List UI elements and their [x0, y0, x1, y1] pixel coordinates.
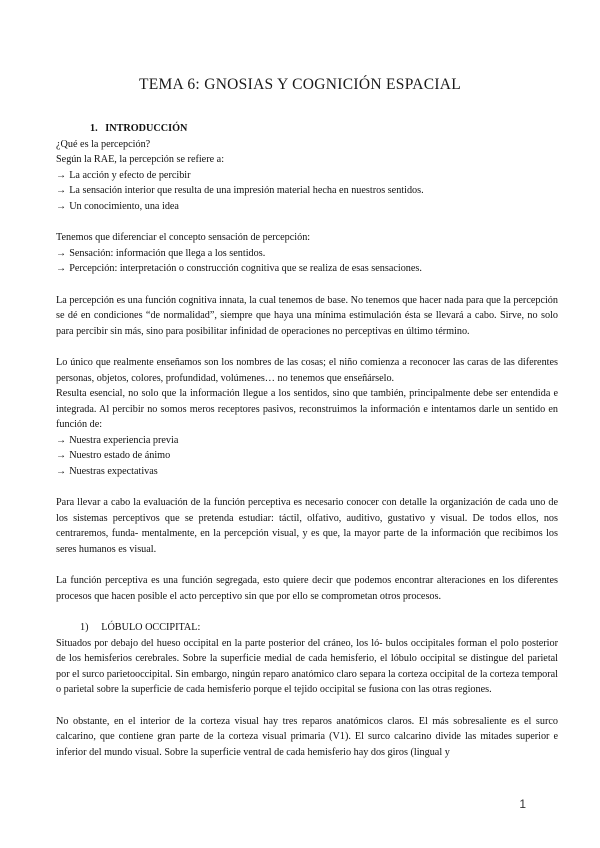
arrow-icon: →	[56, 247, 67, 259]
paragraph-teach: Lo único que realmente enseñamos son los nombres de las cosas; el niño comienza a reconocer las caras de las diferentes personas, objetos, colores, profundidad, volúmenes… no tenemos que enseñárselo.	[56, 356, 558, 384]
difference-intro-text: Tenemos que diferenciar el concepto sensación de percepción:	[56, 232, 311, 244]
rae-item-text: Un conocimiento, una idea	[69, 200, 179, 212]
rae-intro-text: Según la RAE, la percepción se refiere a:	[56, 154, 225, 166]
arrow-icon: →	[56, 169, 67, 181]
rae-item-text: La acción y efecto de percibir	[69, 169, 191, 181]
rae-item-text: La sensación interior que resulta de una impresión material hecha en nuestros sentidos.	[69, 185, 424, 197]
arrow-icon: →	[56, 185, 67, 197]
paragraph-innate: La percepción es una función cognitiva innata, la cual tenemos de base. No tenemos que hacer nada para que la percepción se dé en condiciones “de normalidad”, siempre que haya una mínima estimulación ésta se llevará a cabo. Sirve, no solo para percibir sin más, sino para posibilitar infinidad de operaciones no perceptivas en último término.	[56, 294, 558, 337]
paragraph-segregated: La función perceptiva es una función segregada, esto quiere decir que podemos encontrar alteraciones en los diferentes procesos que hacen posible el acto perceptivo sin que por ello se comprometan otros procesos.	[56, 575, 558, 602]
arrow-icon: →	[56, 434, 67, 446]
function-item	[56, 448, 558, 464]
subsection-heading-lobulo-occipital: 1) LÓBULO OCCIPITAL:	[80, 622, 201, 633]
page-number: 1	[519, 797, 526, 811]
difference-item	[56, 261, 558, 277]
arrow-icon: →	[56, 466, 67, 478]
difference-item-text: Percepción: interpretación o construcción cognitiva que se realiza de esas sensaciones.	[69, 263, 422, 275]
rae-item	[56, 168, 558, 184]
arrow-icon: →	[56, 450, 67, 462]
question-text: ¿Qué es la percepción?	[56, 138, 151, 150]
arrow-icon: →	[56, 200, 67, 212]
paragraph-occipital: Situados por debajo del hueso occipital en la parte posterior del cráneo, los ló- bulos occipitales forman el polo posterior de los hemisferios cerebrales. Sobre la superficie medial de cada hemisferio, el lóbulo occipital se distingue del parietal por el surco parietooccipital. Sin embargo, ningún reparo anatómico claro separa la corteza occipital de la corteza temporal o parietal sobre la superficie de cada hemisferio porque el tejido occipital se fusiona con las otras regiones.	[56, 637, 558, 696]
rae-item	[56, 183, 558, 199]
page-title: TEMA 6: GNOSIAS Y COGNICIÓN ESPACIAL	[138, 76, 462, 93]
paragraph-essential: Resulta esencial, no solo que la información llegue a los sentidos, sino que también, principalmente debe ser entendida e integrada. Al percibir no somos meros receptores pasivos, reconstruimos la información e intentamos darle un sentido en función de:	[56, 388, 558, 431]
section-heading-introduccion: 1. INTRODUCCIÓN	[90, 123, 188, 134]
function-item-text: Nuestra experiencia previa	[69, 434, 179, 446]
rae-item	[56, 199, 558, 215]
arrow-icon: →	[56, 263, 67, 275]
function-item	[56, 464, 558, 480]
paragraph-visual-cortex: No obstante, en el interior de la corteza visual hay tres reparos anatómicos claros. El más sobresaliente es el surco calcarino, que contiene gran parte de la corteza visual primaria (V1). El surco calcarino divide las mitades superior e inferior del mundo visual. Sobre la superficie ventral de cada hemisferio hay dos giros (lingual y	[56, 715, 558, 758]
difference-item-text: Sensación: información que llega a los sentidos.	[69, 247, 266, 259]
function-item	[56, 433, 558, 449]
document-body	[56, 121, 558, 760]
function-item-text: Nuestras expectativas	[69, 466, 158, 478]
function-item-text: Nuestro estado de ánimo	[69, 450, 171, 462]
paragraph-evaluation: Para llevar a cabo la evaluación de la función perceptiva es necesario conocer con detalle la organización de cada uno de los sistemas perceptivos que se pretenda estudiar: táctil, olfativo, auditivo, gustativo y visual. De todos ellos, nos centraremos, funda- mentalmente, en la percepción visual, y es que, la mayor parte de la información que recibimos los seres humanos es visual.	[56, 497, 558, 556]
difference-item	[56, 246, 558, 262]
